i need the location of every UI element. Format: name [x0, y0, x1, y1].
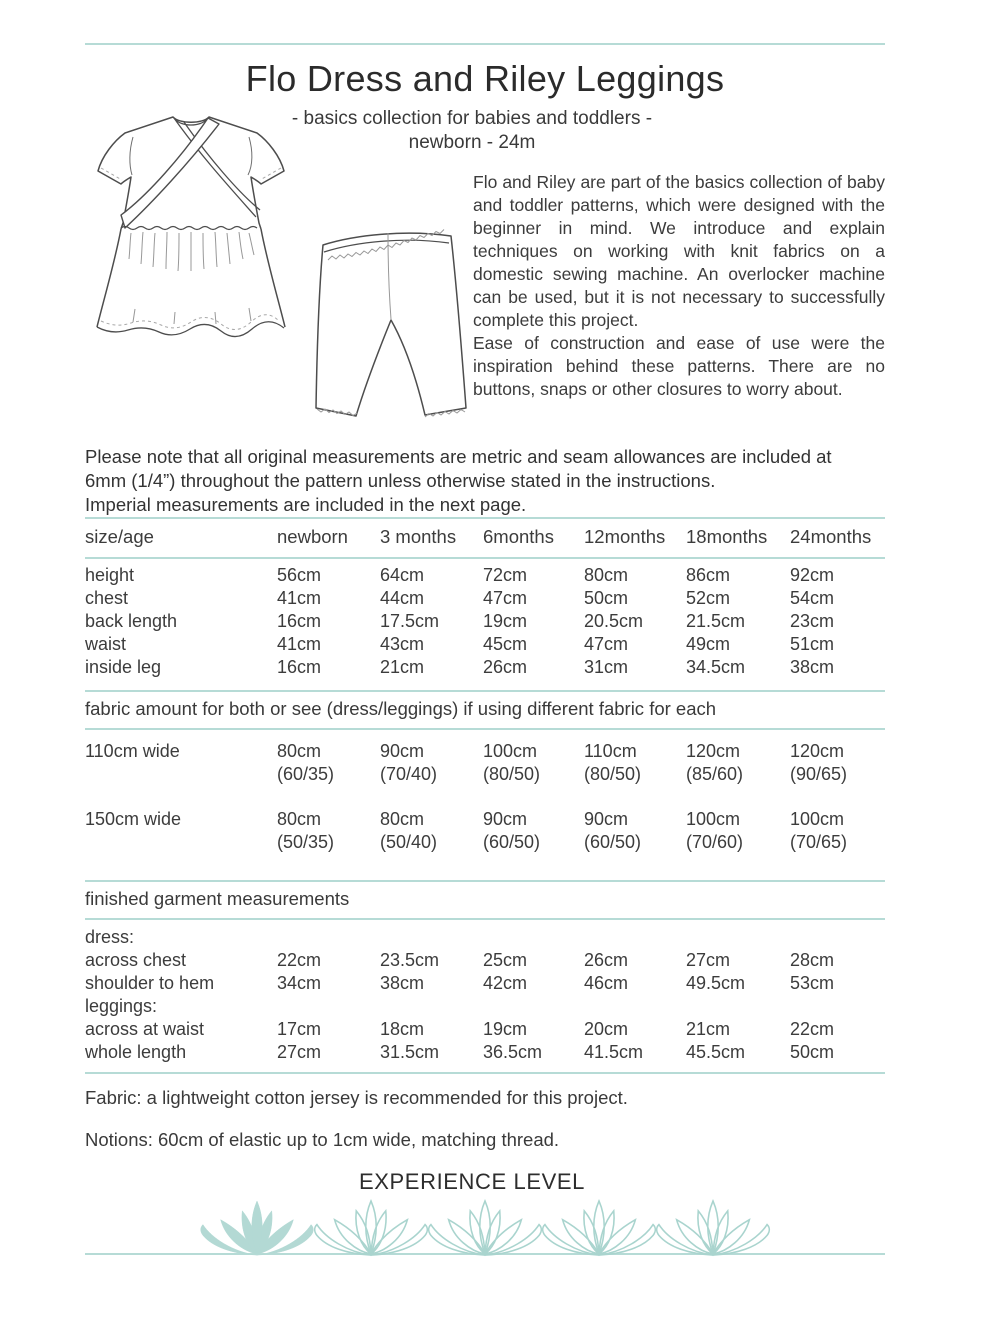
table-row: [85, 610, 885, 633]
lotus-icon: [426, 1198, 544, 1261]
cell-value: 100cm (70/65): [790, 809, 848, 852]
cell-value: 90cm (70/40): [380, 741, 438, 784]
cell-value: 50cm: [584, 588, 629, 608]
table-row: [85, 1041, 885, 1064]
cell-value: 42cm: [483, 973, 528, 993]
cell-value: 20cm: [584, 1019, 629, 1039]
experience-level-indicator: [85, 1198, 885, 1261]
cell-value: 80cm (50/35): [277, 809, 335, 852]
cell-value: 21cm: [380, 657, 425, 677]
dress-illustration: [85, 109, 297, 361]
experience-level-title: EXPERIENCE LEVEL: [358, 1169, 586, 1194]
measurement-note: [85, 445, 885, 517]
cell-value: 16cm: [277, 657, 322, 677]
cell-value: 20.5cm: [584, 611, 644, 631]
cell-value: 49.5cm: [686, 973, 746, 993]
table-row: [85, 808, 885, 854]
cell-value: 41cm: [277, 588, 322, 608]
cell-value: 90cm (60/50): [584, 809, 642, 852]
divider: [85, 1072, 885, 1074]
cell-value: 23.5cm: [380, 950, 440, 970]
cell-value: 34.5cm: [686, 657, 746, 677]
row-label: waist: [85, 634, 127, 654]
cell-value: 26cm: [584, 950, 629, 970]
fabric-note: Fabric: a lightweight cotton jersey is recommended for this project.: [85, 1087, 628, 1108]
cell-value: 64cm: [380, 565, 425, 585]
column-header: size/age: [85, 526, 154, 547]
cell-value: 80cm (60/35): [277, 741, 335, 784]
lotus-icon: [198, 1198, 316, 1261]
column-header: 3 months: [380, 526, 457, 547]
cell-value: 50cm: [790, 1042, 835, 1062]
cell-value: 47cm: [483, 588, 528, 608]
column-header: 18months: [686, 526, 768, 547]
leggings-illustration: [303, 219, 471, 433]
lotus-icon: [540, 1198, 658, 1261]
garment-illustrations: [85, 107, 480, 437]
cell-value: 38cm: [790, 657, 835, 677]
cell-value: 92cm: [790, 565, 835, 585]
table-row: [85, 926, 885, 949]
cell-value: 17cm: [277, 1019, 322, 1039]
size-table-header: [85, 519, 885, 557]
table-row: [85, 633, 885, 656]
cell-value: 27cm: [686, 950, 731, 970]
cell-value: 46cm: [584, 973, 629, 993]
table-row: [85, 587, 885, 610]
cell-value: 51cm: [790, 634, 835, 654]
cell-value: 22cm: [790, 1019, 835, 1039]
cell-value: 49cm: [686, 634, 731, 654]
table-row: [85, 1018, 885, 1041]
row-label: back length: [85, 611, 178, 631]
row-label: inside leg: [85, 657, 162, 677]
note-line: Please note that all original measurements are metric and seam allowances are included at: [85, 446, 832, 467]
row-label: shoulder to hem: [85, 973, 215, 993]
cell-value: 53cm: [790, 973, 835, 993]
column-header: 24months: [790, 526, 872, 547]
cell-value: 100cm (80/50): [483, 741, 541, 784]
cell-value: 56cm: [277, 565, 322, 585]
row-label: chest: [85, 588, 129, 608]
cell-value: 80cm: [584, 565, 629, 585]
cell-value: 21.5cm: [686, 611, 746, 631]
intro-paragraph-1: Flo and Riley are part of the basics collection of baby and toddler patterns, which were designed with the beginner in mind. We introduce and explain techniques on working with knit fabrics on a domestic sewing machine. An overlocker machine can be used, but it is not necessary to successfully complete this project.: [473, 172, 885, 330]
table-row: [85, 656, 885, 679]
cell-value: 27cm: [277, 1042, 322, 1062]
cell-value: 21cm: [686, 1019, 731, 1039]
subtitle-line1: - basics collection for babies and toddlers -: [291, 108, 653, 129]
cell-value: 36.5cm: [483, 1042, 543, 1062]
cell-value: 86cm: [686, 565, 731, 585]
cell-value: 18cm: [380, 1019, 425, 1039]
intro-paragraphs: [473, 171, 885, 401]
column-header: newborn: [277, 526, 348, 547]
row-label: dress:: [85, 927, 135, 947]
hero-section: [85, 107, 885, 437]
cell-value: 90cm (60/50): [483, 809, 541, 852]
cell-value: 41.5cm: [584, 1042, 644, 1062]
row-label: height: [85, 565, 135, 585]
note-line: Imperial measurements are included in the next page.: [85, 494, 527, 515]
row-label: whole length: [85, 1042, 187, 1062]
note-line: 6mm (1/4”) throughout the pattern unless otherwise stated in the instructions.: [85, 470, 716, 491]
row-label: across chest: [85, 950, 187, 970]
cell-value: 44cm: [380, 588, 425, 608]
subtitle-line2: newborn - 24m: [408, 132, 536, 153]
row-label: 150cm wide: [85, 809, 182, 829]
table-row: [85, 564, 885, 587]
column-header: 6months: [483, 526, 554, 547]
table-row: [85, 995, 885, 1018]
cell-value: 31.5cm: [380, 1042, 440, 1062]
cell-value: 19cm: [483, 611, 528, 631]
cell-value: 22cm: [277, 950, 322, 970]
cell-value: 17.5cm: [380, 611, 440, 631]
cell-value: 72cm: [483, 565, 528, 585]
size-table-body: [85, 559, 885, 690]
row-label: 110cm wide: [85, 741, 180, 761]
cell-value: 45.5cm: [686, 1042, 746, 1062]
cell-value: 26cm: [483, 657, 528, 677]
cell-value: 31cm: [584, 657, 629, 677]
cell-value: 19cm: [483, 1019, 528, 1039]
column-header: 12months: [584, 526, 666, 547]
cell-value: 34cm: [277, 973, 322, 993]
lotus-icon: [654, 1198, 772, 1261]
finished-table-caption: finished garment measurements: [85, 888, 350, 909]
cell-value: 80cm (50/40): [380, 809, 438, 852]
cell-value: 43cm: [380, 634, 425, 654]
intro-paragraph-2: Ease of construction and ease of use were the inspiration behind these patterns. There are no buttons, snaps or other closures to worry about.: [473, 333, 885, 399]
pattern-document-page: [0, 43, 1000, 1319]
cell-value: 120cm (85/60): [686, 741, 744, 784]
row-label: leggings:: [85, 996, 158, 1016]
lotus-icon: [312, 1198, 430, 1261]
cell-value: 28cm: [790, 950, 835, 970]
cell-value: 54cm: [790, 588, 835, 608]
cell-value: 38cm: [380, 973, 425, 993]
cell-value: 23cm: [790, 611, 835, 631]
cell-value: 25cm: [483, 950, 528, 970]
cell-value: 16cm: [277, 611, 322, 631]
row-label: across at waist: [85, 1019, 205, 1039]
top-divider: [85, 43, 885, 45]
table-row: [85, 949, 885, 972]
cell-value: 52cm: [686, 588, 731, 608]
cell-value: 120cm (90/65): [790, 741, 848, 784]
table-row: [85, 972, 885, 995]
cell-value: 47cm: [584, 634, 629, 654]
fabric-table-caption: fabric amount for both or see (dress/leggings) if using different fabric for each: [85, 698, 717, 719]
cell-value: 45cm: [483, 634, 528, 654]
table-row: [85, 740, 885, 786]
notions-note: Notions: 60cm of elastic up to 1cm wide, matching thread.: [85, 1129, 560, 1150]
cell-value: 110cm (80/50): [584, 741, 642, 784]
finished-table-body: [85, 920, 885, 1072]
fabric-table-body: [85, 730, 885, 880]
cell-value: 41cm: [277, 634, 322, 654]
page-title: Flo Dress and Riley Leggings: [245, 58, 725, 99]
cell-value: 100cm (70/60): [686, 809, 744, 852]
